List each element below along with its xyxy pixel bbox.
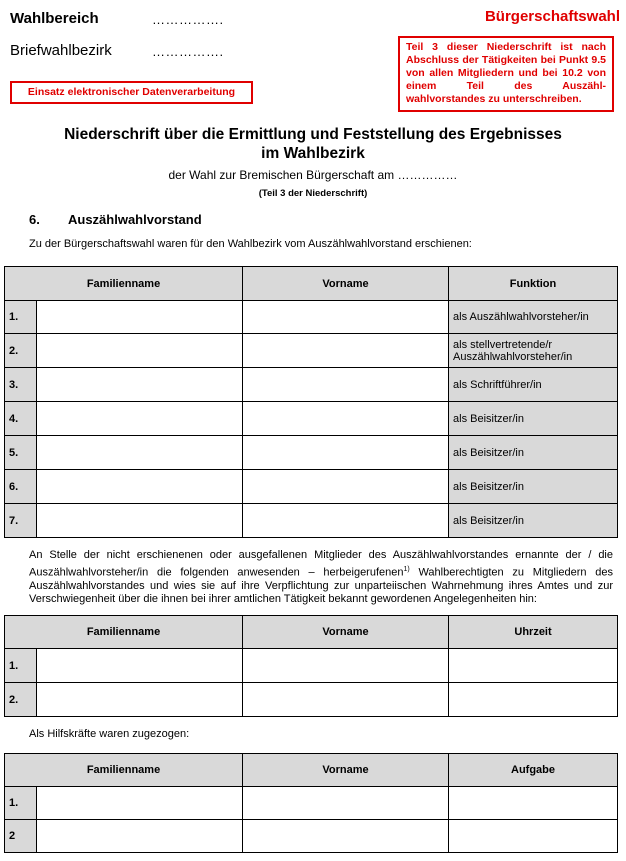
briefwahlbezirk-field[interactable]: …………….	[152, 44, 224, 59]
column-header-familienname: Familienname	[5, 754, 243, 787]
familienname-cell[interactable]	[37, 787, 243, 820]
function-cell: als stellvertretende/r Auszählwahlvorsteher/in	[449, 334, 618, 368]
column-header-familienname: Familienname	[5, 616, 243, 649]
table-row	[5, 436, 618, 470]
table-row	[5, 301, 618, 334]
familienname-cell[interactable]	[37, 649, 243, 683]
wahlbereich-field[interactable]: …………….	[152, 12, 224, 27]
section-number: 6.	[29, 212, 40, 227]
column-header-vorname: Vorname	[243, 267, 449, 301]
function-cell: als Beisitzer/in	[449, 504, 618, 538]
briefwahlbezirk-label: Briefwahlbezirk	[10, 42, 112, 59]
function-cell: als Beisitzer/in	[449, 470, 618, 504]
row-number: 1.	[5, 649, 37, 683]
vorname-cell[interactable]	[243, 787, 449, 820]
function-cell: als Beisitzer/in	[449, 436, 618, 470]
table-row	[5, 470, 618, 504]
row-number: 5.	[5, 436, 37, 470]
row-number: 6.	[5, 470, 37, 504]
row-number: 1.	[5, 787, 37, 820]
section-heading: Auszählwahlvorstand	[68, 212, 202, 227]
column-header-vorname: Vorname	[243, 616, 449, 649]
document-title-line1: Niederschrift über die Ermittlung und Feststellung des Ergebnisses	[64, 126, 562, 143]
familienname-cell[interactable]	[37, 683, 243, 717]
vorname-cell[interactable]	[243, 649, 449, 683]
edp-note: Einsatz elektronischer Datenverarbeitung	[10, 81, 253, 104]
vorname-cell[interactable]	[243, 334, 449, 368]
row-number: 3.	[5, 368, 37, 402]
section-intro: Zu der Bürgerschaftswahl waren für den Wahlbezirk vom Auszählwahlvorstand erschienen:	[29, 238, 472, 250]
footnote-mark: 1)	[403, 565, 410, 573]
familienname-cell[interactable]	[37, 334, 243, 368]
document-title-line2: im Wahlbezirk	[261, 145, 365, 162]
column-header-uhrzeit: Uhrzeit	[449, 616, 618, 649]
row-number: 2.	[5, 334, 37, 368]
familienname-cell[interactable]	[37, 402, 243, 436]
table-header-row	[5, 267, 618, 301]
aufgabe-cell[interactable]	[449, 820, 618, 853]
table-row	[5, 504, 618, 538]
function-cell: als Schriftführer/in	[449, 368, 618, 402]
column-header-aufgabe: Aufgabe	[449, 754, 618, 787]
wahlbereich-label: Wahlbereich	[10, 10, 99, 27]
table-row	[5, 787, 618, 820]
familienname-cell[interactable]	[37, 820, 243, 853]
row-number: 2.	[5, 683, 37, 717]
row-number: 1.	[5, 301, 37, 334]
row-number: 2	[5, 820, 37, 853]
table-row	[5, 820, 618, 853]
signature-note: Teil 3 dieser Niederschrift ist nach Abschluss der Tätigkeiten bei Punkt 9.5 von allen Mitgliedern und bei 10.2 von einem Teil des Auszähl- wahlvorstandes zu unterschreiben.	[398, 36, 614, 112]
vorname-cell[interactable]	[243, 504, 449, 538]
column-header-familienname: Familienname	[5, 267, 243, 301]
vorname-cell[interactable]	[243, 301, 449, 334]
substitution-text-part2: Wahlberechtigten zu Mitgliedern des Auszählwahlvorstandes und wies sie auf ihre Verpflichtung zur unparteiischen Wahrnehmung ihres Amtes und zur Verschwiegenheit über die ihnen bei ihrer amtlichen Tätigkeit bekannt gewordenen Angelegenheiten hin:	[29, 566, 613, 606]
helpers-table	[4, 753, 618, 853]
column-header-vorname: Vorname	[243, 754, 449, 787]
vorname-cell[interactable]	[243, 436, 449, 470]
table-row	[5, 649, 618, 683]
vorname-cell[interactable]	[243, 402, 449, 436]
vorname-cell[interactable]	[243, 820, 449, 853]
vorname-cell[interactable]	[243, 683, 449, 717]
uhrzeit-cell[interactable]	[449, 649, 618, 683]
table-header-row	[5, 754, 618, 787]
table-row	[5, 683, 618, 717]
helpers-intro: Als Hilfskräfte waren zugezogen:	[29, 728, 190, 740]
function-cell: als Auszählwahlvorsteher/in	[449, 301, 618, 334]
familienname-cell[interactable]	[37, 470, 243, 504]
substitution-text-part1: An Stelle der nicht erschienenen oder ausgefallenen Mitglieder des Auszählwahlvorstandes ernannte der / die Auszählwahlvorsteher/in die folgenden anwesenden – herbeigerufenen	[29, 549, 613, 579]
board-members-table	[4, 266, 618, 538]
table-row	[5, 334, 618, 368]
table-row	[5, 368, 618, 402]
row-number: 4.	[5, 402, 37, 436]
aufgabe-cell[interactable]	[449, 787, 618, 820]
document-part: (Teil 3 der Niederschrift)	[258, 188, 368, 199]
substitutes-table	[4, 615, 618, 717]
familienname-cell[interactable]	[37, 504, 243, 538]
familienname-cell[interactable]	[37, 301, 243, 334]
row-number: 7.	[5, 504, 37, 538]
vorname-cell[interactable]	[243, 470, 449, 504]
table-row	[5, 402, 618, 436]
substitution-paragraph	[29, 549, 613, 607]
table-header-row	[5, 616, 618, 649]
document-subtitle: der Wahl zur Bremischen Bürgerschaft am ……………	[168, 168, 458, 182]
vorname-cell[interactable]	[243, 368, 449, 402]
uhrzeit-cell[interactable]	[449, 683, 618, 717]
familienname-cell[interactable]	[37, 436, 243, 470]
election-name: Bürgerschaftswahl	[484, 8, 620, 25]
column-header-funktion: Funktion	[449, 267, 618, 301]
familienname-cell[interactable]	[37, 368, 243, 402]
function-cell: als Beisitzer/in	[449, 402, 618, 436]
